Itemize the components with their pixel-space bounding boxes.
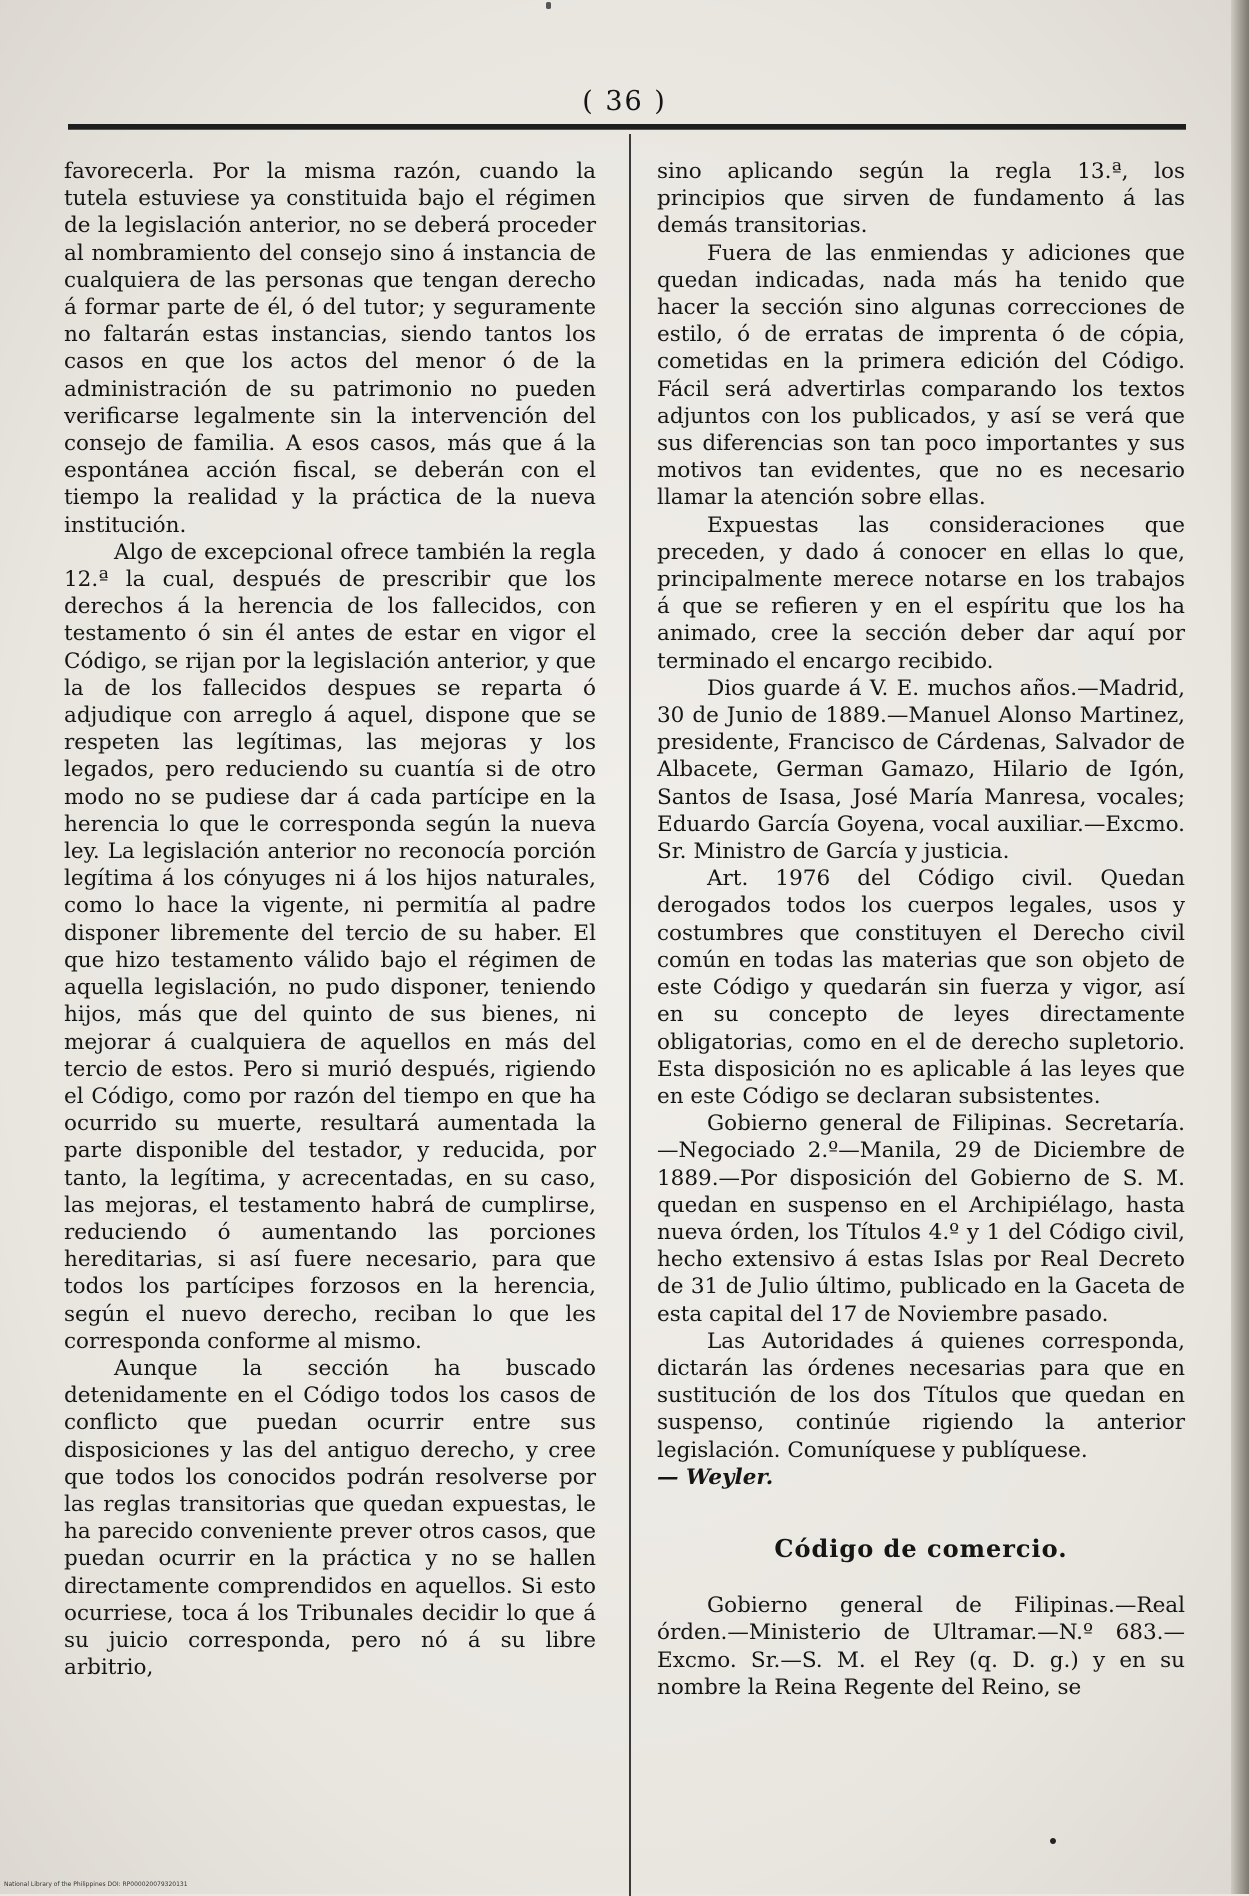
- section-title: Código de comercio.: [774, 1533, 1068, 1563]
- right-paragraph-2: Fuera de las enmiendas y adiciones que quedan indicadas, nada más ha tenido que hacer la sección sino algunas correcciones de estilo, ó de erratas de imprenta ó de cópia, cometidas en la primera edición del Código. Fácil será advertirlas comparando los textos adjuntos con los publicados, y así se verá que sus diferencias son tan poco importantes y sus motivos tan evidentes, que no es necesario llamar la atención sobre ellas.: [657, 240, 1185, 511]
- right-paragraph-7: Las Autoridades á quienes corresponda, dictarán las órdenes necesarias para que en sustitución de los dos Títulos que quedan en suspenso, continúe rigiendo la anterior legislación. Comuníquese y publíquese.: [657, 1328, 1185, 1463]
- footer-credit: National Library of the Philippines DOI: RP000020079320131: [4, 1881, 188, 1888]
- right-paragraph-1: sino aplicando según la regla 13.ª, los principios que sirven de fundamento á las demás transitorias.: [657, 159, 1185, 239]
- left-paragraph-2: Algo de excepcional ofrece también la regla 12.ª la cual, después de prescribir que los derechos á la herencia de los fallecidos, con testamento ó sin él antes de estar en vigor el Código, se rijan por la legislación anterior, y que la de los fallecidos despues se reparta ó adjudique con arreglo á aquel, dispone que se respeten las legítimas, las mejoras y los legados, pero reduciendo su cuantía si de otro modo no se pudiese dar á cada partícipe en la herencia lo que le corresponda según la nueva ley. La legislación anterior no reconocía porción legítima á los cónyuges ni á los hijos naturales, como lo hace la vigente, ni permitía al padre disponer libremente del tercio de su haber. El que hizo testamento válido bajo el régimen de aquella legislación, no pudo disponer, teniendo hijos, más que del quinto de sus bienes, ni mejorar á cualquiera de aquellos en más del tercio de estos. Pero si murió después, rigiendo el Código, como por razón del tiempo en que ha ocurrido su muerte, resultará aumentada la parte disponible del testador, y reducida, por tanto, la legítima, y acrecentadas, en su caso, las mejoras, el testamento habrá de cumplirse, reduciendo ó aumentando las porciones hereditarias, si así fuere necesario, para que todos los partícipes forzosos en la herencia, según el nuevo derecho, reciban lo que les corresponda conforme al mismo.: [64, 539, 596, 1354]
- left-column: [64, 158, 596, 1681]
- right-paragraph-3: Expuestas las consideraciones que preceden, y dado á conocer en ellas lo que, principalmente merece notarse en los trabajos á que se refieren y en el espíritu que los ha animado, cree la sección deber dar aquí por terminado el encargo recibido.: [657, 512, 1185, 674]
- left-paragraph-3: Aunque la sección ha buscado detenidamente en el Código todos los casos de conflicto que puedan ocurrir entre sus disposiciones y las del antiguo derecho, y cree que todos los conocidos podrán resolverse por las reglas transitorias que quedan expuestas, le ha parecido conveniente prever otros casos, que puedan ocurrir en la práctica y no se hallen directamente comprendidos en aquellos. Si esto ocurriese, toca á los Tribunales decidir lo que á su juicio corresponda, pero nó á su libre arbitrio,: [64, 1355, 596, 1681]
- right-paragraph-5: Art. 1976 del Código civil. Quedan derogados todos los cuerpos legales, usos y costumbres que constituyen el Derecho civil común en todas las materias que son objeto de este Código y quedarán sin fuerza y vigor, así en su concepto de leyes directamente obligatorias, como en el de derecho supletorio. Esta disposición no es aplicable á las leyes que en este Código se declaran subsistentes.: [657, 866, 1185, 1109]
- page-edge-shadow: [1231, 0, 1249, 1894]
- column-divider: [629, 134, 631, 1896]
- right-paragraph-4: Dios guarde á V. E. muchos años.—Madrid, 30 de Junio de 1889.—Manuel Alonso Martinez, presidente, Francisco de Cárdenas, Salvador de Albacete, German Gamazo, Hilario de Igón, Santos de Isasa, José María Manresa, vocales; Eduardo García Goyena, vocal auxiliar.—Excmo. Sr. Ministro de García y justicia.: [657, 675, 1185, 865]
- header-rule: [68, 124, 1186, 130]
- page-number: ( 36 ): [582, 86, 667, 117]
- right-paragraph-6: Gobierno general de Filipinas. Secretaría.—Negociado 2.º—Manila, 29 de Diciembre de 1889.—Por disposición del Gobierno de S. M. quedan en suspenso en el Archipiélago, hasta nueva órden, los Títulos 4.º y 1 del Código civil, hecho extensivo á estas Islas por Real Decreto de 31 de Julio último, publicado en la Gaceta de esta capital del 17 de Noviembre pasado.: [657, 1111, 1185, 1327]
- right-column: [657, 158, 1185, 1701]
- ink-speck: [546, 2, 551, 9]
- ink-speck: [1050, 1838, 1056, 1844]
- closing-paragraph: Gobierno general de Filipinas.—Real órden.—Ministerio de Ultramar.—N.º 683.—Excmo. Sr.—S. M. el Rey (q. D. g.) y en su nombre la Reina Regente del Reino, se: [657, 1593, 1185, 1700]
- signature: — Weyler.: [657, 1464, 774, 1490]
- left-paragraph-1: favorecerla. Por la misma razón, cuando la tutela estuviese ya constituida bajo el régimen de la legislación anterior, no se deberá proceder al nombramiento del consejo sino á instancia de cualquiera de las personas que tengan derecho á formar parte de él, ó del tutor; y seguramente no faltarán estas instancias, siendo tantos los casos en que los actos del menor ó de la administración de su patrimonio no pueden verificarse legalmente sin la intervención del consejo de familia. A esos casos, más que á la espontánea acción fiscal, se deberán con el tiempo la realidad y la práctica de la nueva institución.: [64, 159, 596, 538]
